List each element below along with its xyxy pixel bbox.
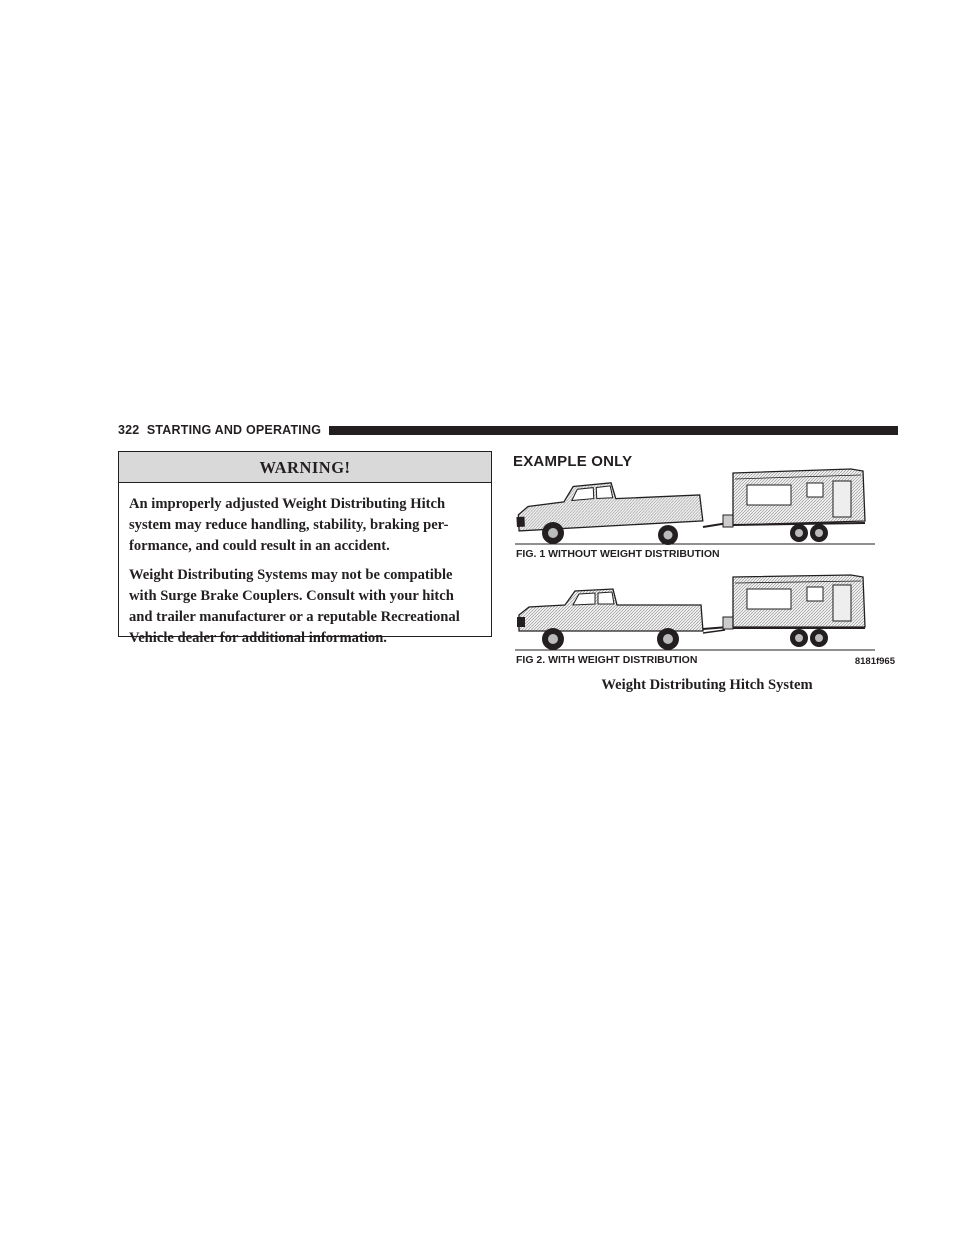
figure-code: 8181f965: [854, 656, 895, 667]
truck-trailer-illustration-1: [513, 467, 901, 547]
example-only-label: EXAMPLE ONLY: [513, 453, 633, 470]
header-text: [118, 423, 329, 437]
warning-line: and trailer manufacturer or a reputable Recreational: [129, 609, 460, 625]
page-number: 322: [118, 423, 140, 437]
warning-paragraph-2: [119, 565, 491, 649]
warning-line: formance, and could result in an accident.: [129, 538, 390, 554]
warning-title: WARNING!: [119, 452, 491, 483]
warning-line: system may reduce handling, stability, braking per-: [129, 517, 449, 533]
warning-line: with Surge Brake Couplers. Consult with your hitch: [129, 588, 454, 604]
fig2-label: FIG 2. WITH WEIGHT DISTRIBUTION: [516, 654, 698, 666]
warning-line: Weight Distributing Systems may not be compatible: [129, 567, 453, 583]
fig1-label: FIG. 1 WITHOUT WEIGHT DISTRIBUTION: [516, 548, 720, 560]
hitch-figure: [513, 447, 901, 669]
figure-caption: Weight Distributing Hitch System: [601, 677, 813, 693]
page-header: [118, 421, 898, 439]
warning-line: Vehicle dealer for additional information.: [129, 630, 387, 646]
warning-line: An improperly adjusted Weight Distributing Hitch: [129, 496, 446, 512]
header-rule: [329, 426, 898, 435]
warning-box: [118, 451, 492, 646]
truck-trailer-illustration-2: [513, 573, 901, 653]
warning-paragraph-1: [119, 494, 491, 557]
section-title: STARTING AND OPERATING: [146, 423, 322, 437]
